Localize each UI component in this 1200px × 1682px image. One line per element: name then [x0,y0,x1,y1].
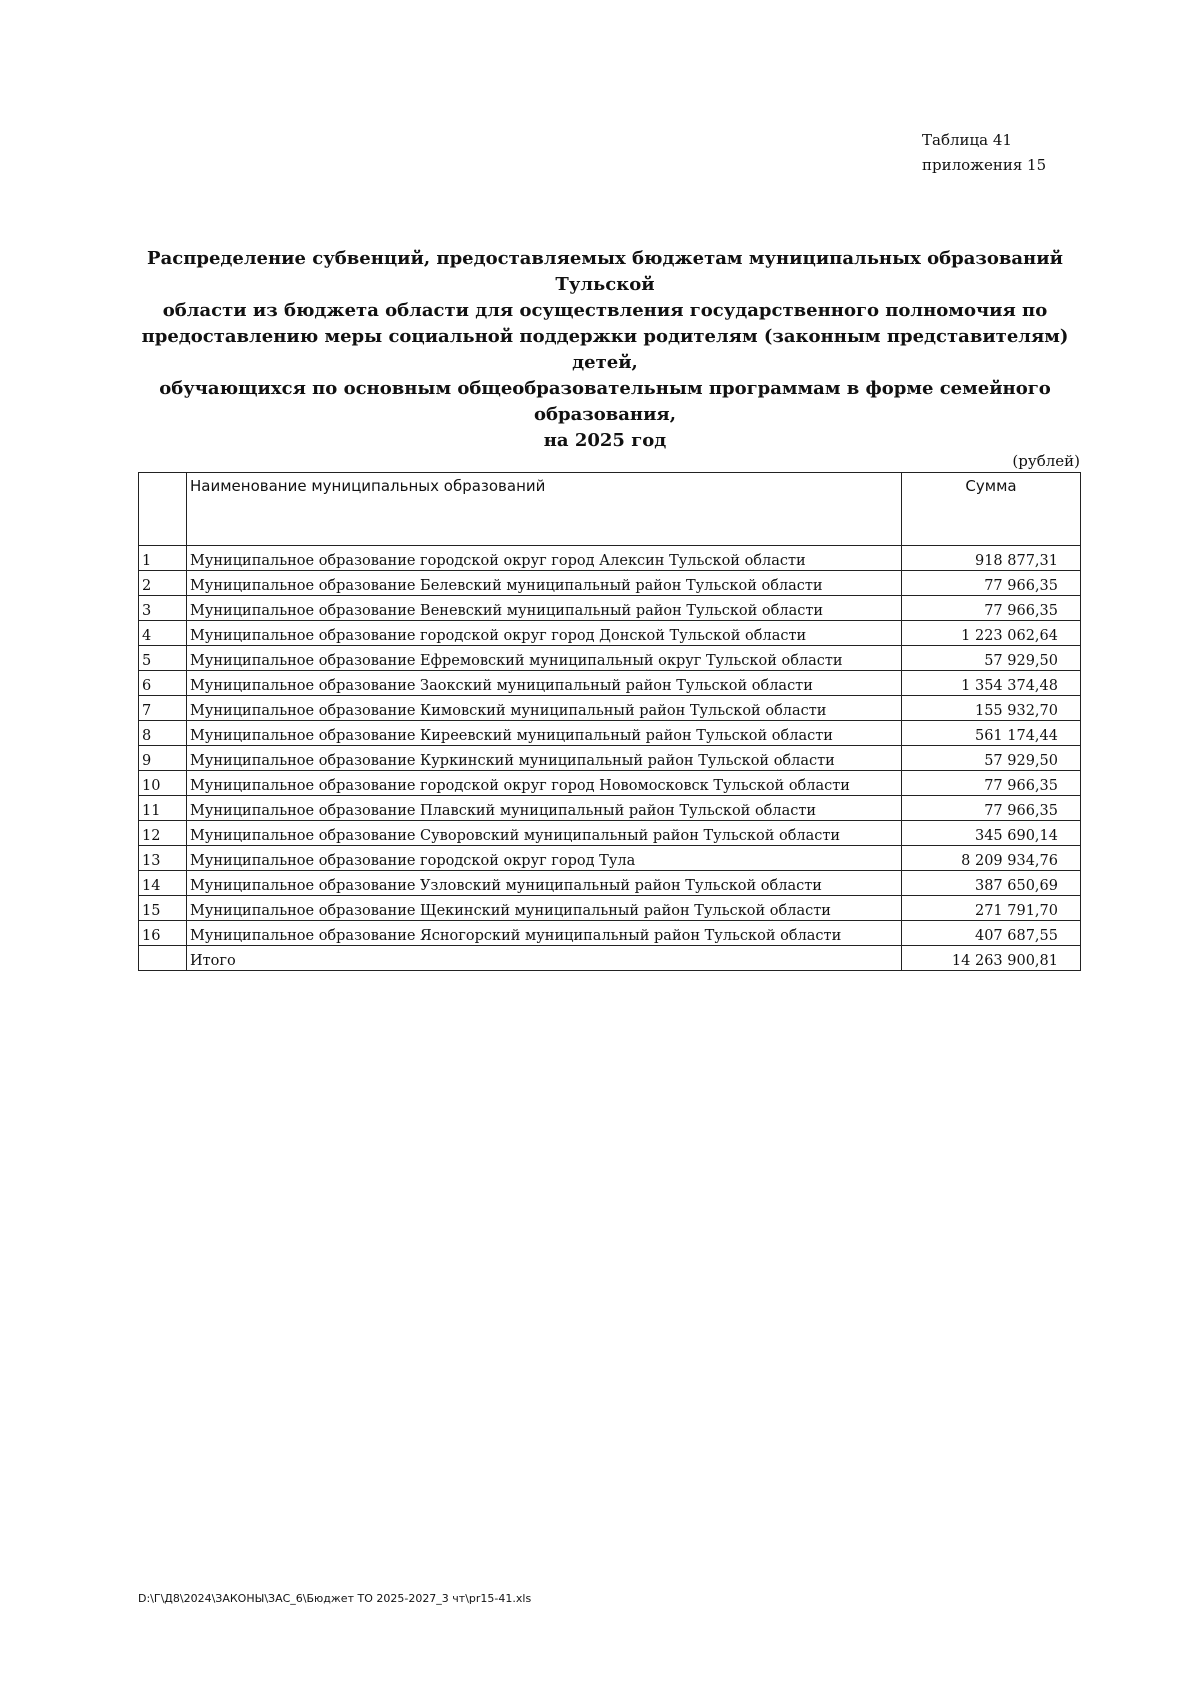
file-path-footer: D:\Г\Д8\2024\ЗАКОНЫ\ЗАС_6\Бюджет ТО 2025-2027_3 чт\pr15-41.xls [138,1592,532,1605]
row-municipality-name: Муниципальное образование Заокский муниципальный район Тульской области [187,671,902,696]
table-row [139,696,1081,721]
row-number: 1 [139,546,187,571]
row-municipality-name: Муниципальное образование Белевский муниципальный район Тульской области [187,571,902,596]
row-sum: 345 690,14 [902,821,1081,846]
table-row [139,721,1081,746]
header-number [139,473,187,546]
row-sum: 77 966,35 [902,596,1081,621]
table-total-row [139,946,1081,971]
row-municipality-name: Муниципальное образование Щекинский муниципальный район Тульской области [187,896,902,921]
row-number: 13 [139,846,187,871]
table-row [139,846,1081,871]
row-number: 2 [139,571,187,596]
header-sum: Сумма [902,473,1081,546]
row-municipality-name: Муниципальное образование городской округ город Тула [187,846,902,871]
currency-unit-label: (рублей) [1012,452,1080,470]
row-sum: 155 932,70 [902,696,1081,721]
header-municipality-name: Наименование муниципальных образований [187,473,902,546]
title-line: предоставлению меры социальной поддержки родителям (законным представителям) детей, [141,326,1069,373]
row-sum: 1 354 374,48 [902,671,1081,696]
table-row [139,671,1081,696]
table-row [139,871,1081,896]
table-row [139,596,1081,621]
title-line: обучающихся по основным общеобразовательным программам в форме семейного образования, [159,378,1051,425]
table-row [139,546,1081,571]
row-municipality-name: Муниципальное образование Узловский муниципальный район Тульской области [187,871,902,896]
row-number: 8 [139,721,187,746]
row-municipality-name: Итого [187,946,902,971]
row-municipality-name: Муниципальное образование Куркинский муниципальный район Тульской области [187,746,902,771]
table-row [139,896,1081,921]
row-sum: 8 209 934,76 [902,846,1081,871]
row-sum: 77 966,35 [902,796,1081,821]
table-number-label: Таблица 41 [922,131,1012,149]
title-line: Распределение субвенций, предоставляемых бюджетам муниципальных образований Тульской [147,248,1063,295]
row-sum: 77 966,35 [902,571,1081,596]
row-municipality-name: Муниципальное образование Веневский муниципальный район Тульской области [187,596,902,621]
row-number: 14 [139,871,187,896]
row-number: 9 [139,746,187,771]
row-municipality-name: Муниципальное образование городской округ город Алексин Тульской области [187,546,902,571]
row-municipality-name: Муниципальное образование городской округ город Новомосковск Тульской области [187,771,902,796]
table-reference [922,128,1046,178]
table-row [139,821,1081,846]
row-municipality-name: Муниципальное образование Плавский муниципальный район Тульской области [187,796,902,821]
appendix-number-label: приложения 15 [922,156,1047,174]
row-sum: 14 263 900,81 [902,946,1081,971]
row-number: 6 [139,671,187,696]
row-municipality-name: Муниципальное образование городской округ город Донской Тульской области [187,621,902,646]
table-row [139,646,1081,671]
row-municipality-name: Муниципальное образование Кимовский муниципальный район Тульской области [187,696,902,721]
subventions-table [138,472,1081,971]
table-row [139,796,1081,821]
table-body [139,546,1081,971]
row-sum: 271 791,70 [902,896,1081,921]
row-number [139,946,187,971]
row-number: 11 [139,796,187,821]
title-line: на 2025 год [543,430,667,451]
row-sum: 1 223 062,64 [902,621,1081,646]
row-number: 12 [139,821,187,846]
table-row [139,571,1081,596]
row-number: 4 [139,621,187,646]
row-number: 15 [139,896,187,921]
title-line: области из бюджета области для осуществления государственного полномочия по [162,300,1048,321]
table-row [139,746,1081,771]
row-number: 7 [139,696,187,721]
row-sum: 57 929,50 [902,746,1081,771]
row-sum: 77 966,35 [902,771,1081,796]
table-header-row [139,473,1081,546]
row-sum: 407 687,55 [902,921,1081,946]
table-row [139,921,1081,946]
row-sum: 387 650,69 [902,871,1081,896]
row-municipality-name: Муниципальное образование Киреевский муниципальный район Тульской области [187,721,902,746]
row-sum: 918 877,31 [902,546,1081,571]
row-municipality-name: Муниципальное образование Ефремовский муниципальный округ Тульской области [187,646,902,671]
table-row [139,621,1081,646]
row-number: 10 [139,771,187,796]
table-row [139,771,1081,796]
row-sum: 57 929,50 [902,646,1081,671]
document-title [140,246,1070,454]
row-number: 16 [139,921,187,946]
row-municipality-name: Муниципальное образование Ясногорский муниципальный район Тульской области [187,921,902,946]
row-sum: 561 174,44 [902,721,1081,746]
row-number: 5 [139,646,187,671]
row-number: 3 [139,596,187,621]
row-municipality-name: Муниципальное образование Суворовский муниципальный район Тульской области [187,821,902,846]
